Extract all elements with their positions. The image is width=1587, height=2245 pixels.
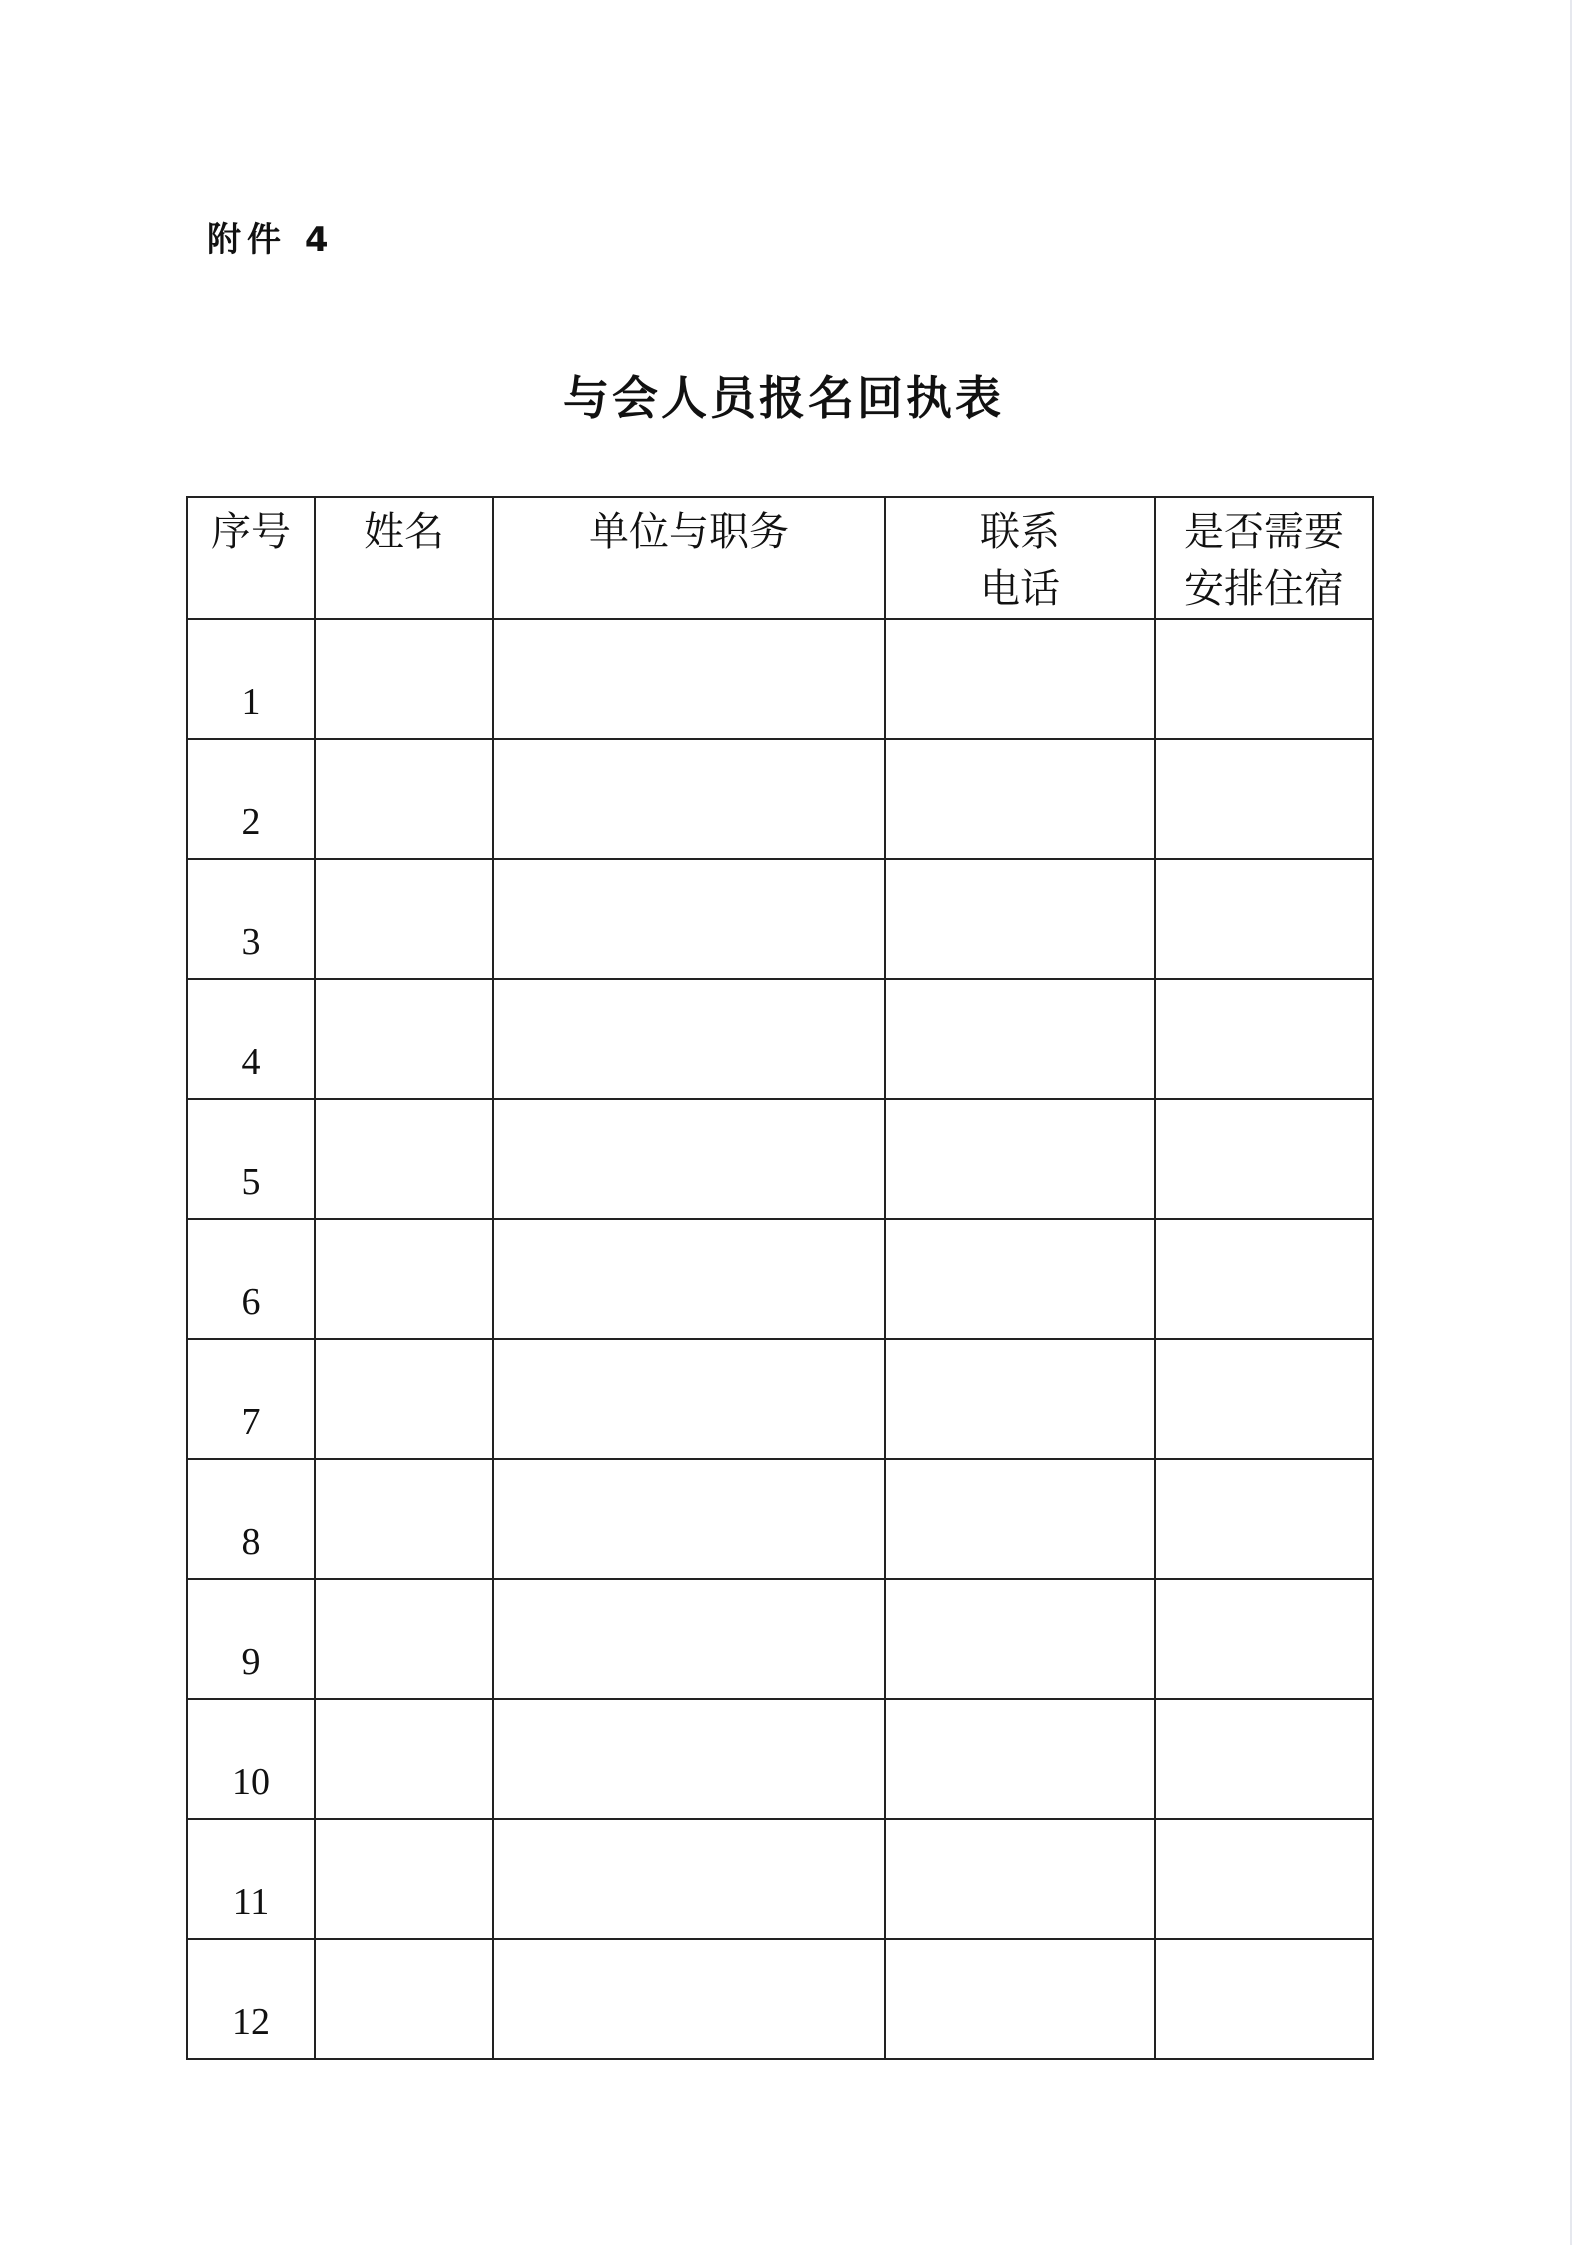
unit-position-cell[interactable] — [493, 739, 885, 859]
seq-cell: 11 — [187, 1819, 315, 1939]
lodging-cell[interactable] — [1155, 1219, 1373, 1339]
table-row — [187, 979, 1373, 1099]
table-row — [187, 1339, 1373, 1459]
unit-position-cell[interactable] — [493, 1459, 885, 1579]
name-cell[interactable] — [315, 859, 493, 979]
seq-cell: 1 — [187, 619, 315, 739]
lodging-cell[interactable] — [1155, 1579, 1373, 1699]
lodging-cell[interactable] — [1155, 1459, 1373, 1579]
header-seq — [187, 497, 315, 619]
table-row — [187, 1939, 1373, 2059]
seq-cell: 5 — [187, 1099, 315, 1219]
header-lodging-line2: 安排住宿 — [1184, 566, 1344, 612]
unit-position-cell[interactable] — [493, 1939, 885, 2059]
name-cell[interactable] — [315, 619, 493, 739]
phone-cell[interactable] — [885, 1939, 1155, 2059]
name-cell[interactable] — [315, 1099, 493, 1219]
phone-cell[interactable] — [885, 739, 1155, 859]
unit-position-cell[interactable] — [493, 1099, 885, 1219]
table-row — [187, 619, 1373, 739]
table-row — [187, 859, 1373, 979]
header-unit-position — [493, 497, 885, 619]
unit-position-cell[interactable] — [493, 1579, 885, 1699]
seq-cell: 10 — [187, 1699, 315, 1819]
unit-position-cell[interactable] — [493, 1819, 885, 1939]
seq-cell: 9 — [187, 1579, 315, 1699]
table-row — [187, 1219, 1373, 1339]
registration-table — [186, 496, 1374, 2060]
phone-cell[interactable] — [885, 1339, 1155, 1459]
header-phone-line1: 联系 — [980, 509, 1060, 555]
header-phone — [885, 497, 1155, 619]
phone-cell[interactable] — [885, 1219, 1155, 1339]
lodging-cell[interactable] — [1155, 1339, 1373, 1459]
table-row — [187, 1699, 1373, 1819]
table-row — [187, 1819, 1373, 1939]
lodging-cell[interactable] — [1155, 1099, 1373, 1219]
header-seq-label: 序号 — [211, 509, 291, 555]
name-cell[interactable] — [315, 1579, 493, 1699]
seq-cell: 6 — [187, 1219, 315, 1339]
name-cell[interactable] — [315, 1939, 493, 2059]
name-cell[interactable] — [315, 1699, 493, 1819]
name-cell[interactable] — [315, 979, 493, 1099]
header-lodging — [1155, 497, 1373, 619]
unit-position-cell[interactable] — [493, 979, 885, 1099]
name-cell[interactable] — [315, 1219, 493, 1339]
phone-cell[interactable] — [885, 1699, 1155, 1819]
phone-cell[interactable] — [885, 979, 1155, 1099]
document-title: 与会人员报名回执表 — [563, 371, 1004, 425]
seq-cell: 8 — [187, 1459, 315, 1579]
name-cell[interactable] — [315, 1459, 493, 1579]
attachment-label: 附件 4 — [207, 220, 335, 260]
lodging-cell[interactable] — [1155, 1939, 1373, 2059]
unit-position-cell[interactable] — [493, 619, 885, 739]
seq-cell: 12 — [187, 1939, 315, 2059]
seq-cell: 3 — [187, 859, 315, 979]
header-unit-position-label: 单位与职务 — [589, 509, 789, 555]
phone-cell[interactable] — [885, 1819, 1155, 1939]
phone-cell[interactable] — [885, 1099, 1155, 1219]
table-row — [187, 739, 1373, 859]
scan-edge-line — [1570, 0, 1572, 2245]
lodging-cell[interactable] — [1155, 1699, 1373, 1819]
lodging-cell[interactable] — [1155, 1819, 1373, 1939]
phone-cell[interactable] — [885, 619, 1155, 739]
table-row — [187, 1459, 1373, 1579]
phone-cell[interactable] — [885, 1579, 1155, 1699]
header-name — [315, 497, 493, 619]
name-cell[interactable] — [315, 1339, 493, 1459]
name-cell[interactable] — [315, 739, 493, 859]
phone-cell[interactable] — [885, 1459, 1155, 1579]
table-row — [187, 1099, 1373, 1219]
lodging-cell[interactable] — [1155, 979, 1373, 1099]
unit-position-cell[interactable] — [493, 1339, 885, 1459]
header-name-label: 姓名 — [364, 509, 444, 555]
lodging-cell[interactable] — [1155, 859, 1373, 979]
lodging-cell[interactable] — [1155, 739, 1373, 859]
unit-position-cell[interactable] — [493, 1219, 885, 1339]
lodging-cell[interactable] — [1155, 619, 1373, 739]
name-cell[interactable] — [315, 1819, 493, 1939]
seq-cell: 7 — [187, 1339, 315, 1459]
seq-cell: 2 — [187, 739, 315, 859]
unit-position-cell[interactable] — [493, 1699, 885, 1819]
header-lodging-line1: 是否需要 — [1184, 509, 1344, 555]
seq-cell: 4 — [187, 979, 315, 1099]
table-row — [187, 1579, 1373, 1699]
unit-position-cell[interactable] — [493, 859, 885, 979]
header-phone-line2: 电话 — [980, 566, 1060, 612]
table-header-row — [187, 497, 1373, 619]
phone-cell[interactable] — [885, 859, 1155, 979]
